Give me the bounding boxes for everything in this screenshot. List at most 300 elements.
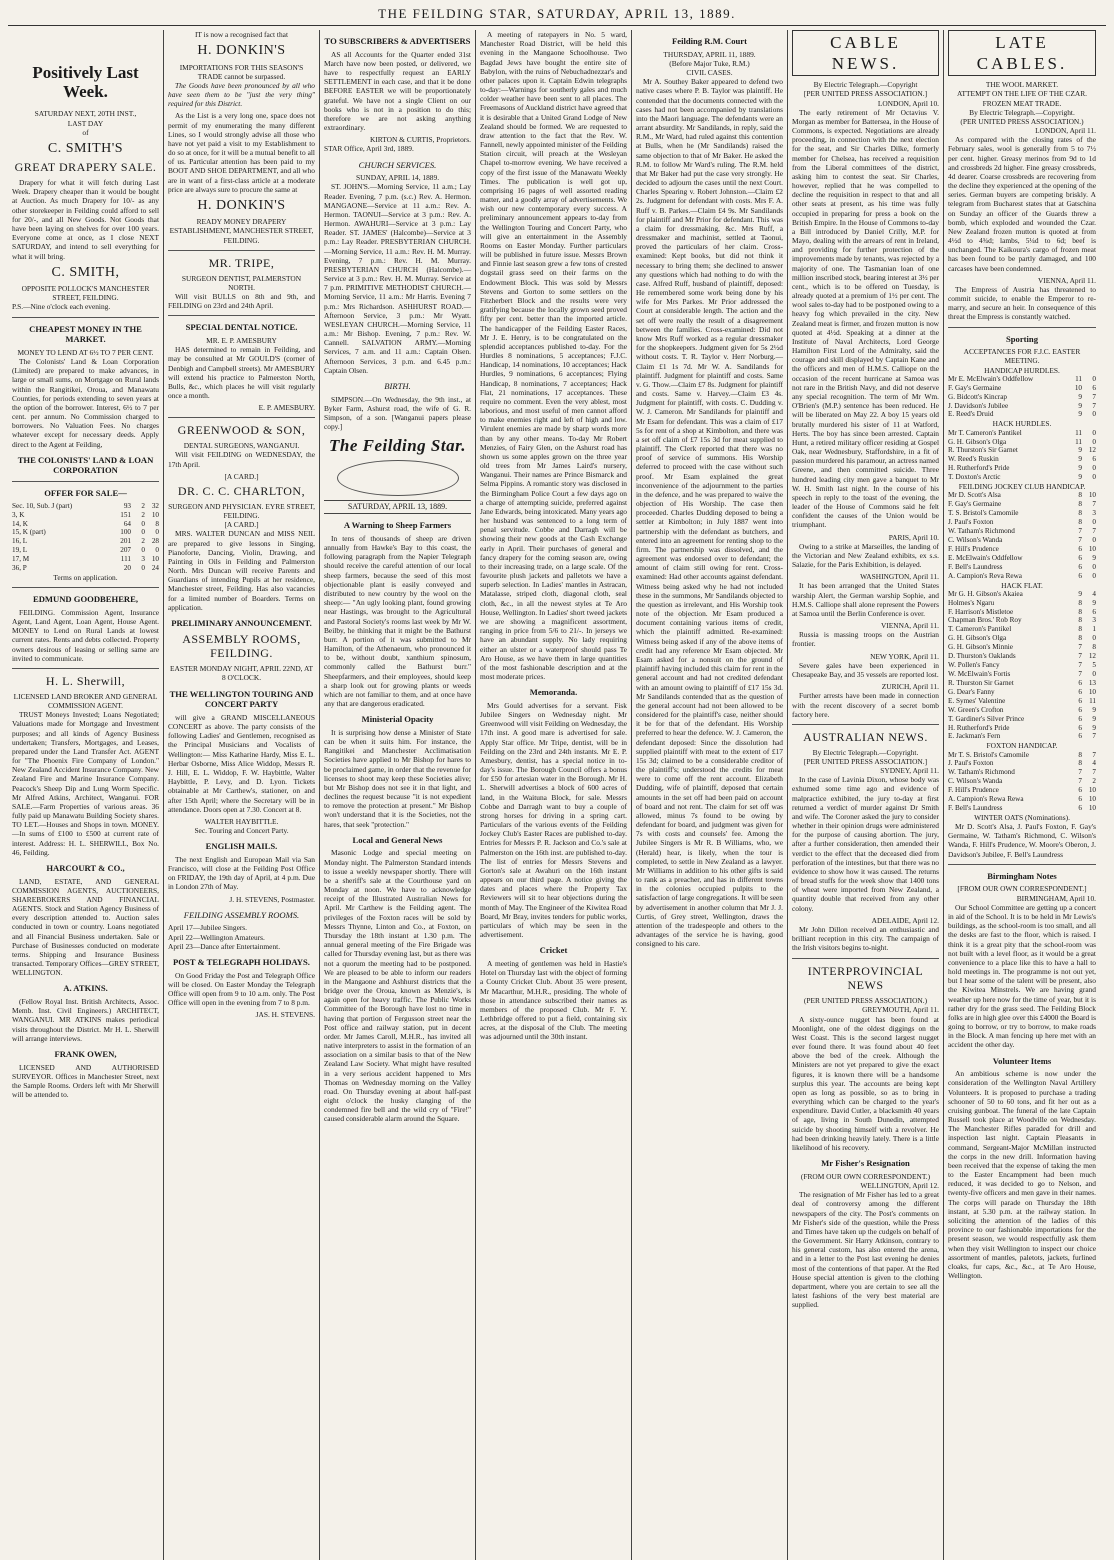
weight-lb: 5 xyxy=(1092,661,1096,670)
divider xyxy=(12,317,159,318)
donkin-title: H. DONKIN'S xyxy=(197,43,286,59)
section-label: 36, P xyxy=(12,564,27,573)
weight-st: 7 xyxy=(1078,643,1082,652)
section-label: Sec. 10, Sub. J (part) xyxy=(12,501,73,510)
weight-lb: 11 xyxy=(1089,696,1096,705)
weight-lb: 10 xyxy=(1088,786,1096,795)
weight-lb: 9 xyxy=(1092,598,1096,607)
section-perches: 28 xyxy=(151,537,159,546)
assembly-title: ASSEMBLY ROOMS, FEILDING. xyxy=(182,631,301,661)
amesbury-name: MR. E. P. AMESBURY xyxy=(206,336,277,346)
horse-name: Mr E. McElwain's Oddfellow xyxy=(948,374,1034,383)
weight-lb: 7 xyxy=(1092,750,1096,759)
horse-name: E. Jackman's Fern xyxy=(948,732,1001,741)
weight-lb: 7 xyxy=(1092,392,1096,401)
horse-name: F. Bell's Laundress xyxy=(948,562,1003,571)
weight-lb: 7 xyxy=(1092,526,1096,535)
column-5 xyxy=(632,30,788,1560)
mails-text: The next English and European Mail via San Francisco, will close at the Feilding Post Office on FRIDAY, the 19th day of April, at 4 p.m. Due in London 27th of May. xyxy=(168,854,315,892)
table-row xyxy=(948,688,1096,697)
warning-text: In tens of thousands of sheep are driven annually from Hawke's Bay to this coast, the following paragraph from the Napier Telegraph should receive the careful attention of our local sheep farmers, because the seed of this most objectionable plant is easily conveyed and distributed to new country by the wool on the sheep:— "An ugly looking plant, found growing near Hastings, was brought to the Agricultural and Pastoral Society's rooms last week by Mr W. Beilby, he thinking that it might be the Bathurst burr. A portion of it was submitted to Mr Hamilton, of the Athenaeum, who pronounced it to be, without doubt, xanthium spinosum, commonly called the Bathurst burr." Sheepfarmers, and their employees, should keep a sharp look out for growing plants or weeds which are not familiar to them, and at once have any that are dangerous eradicated. xyxy=(324,533,471,709)
donkin-quote: The Goods have been pronounced by all who have seen them to be "just the very thing" required for this District. xyxy=(168,80,315,109)
weight-lb: 0 xyxy=(1092,535,1096,544)
money-title: CHEAPEST MONEY IN THE MARKET. xyxy=(29,323,142,345)
section-roods: 0 xyxy=(141,546,145,555)
tripe-name: MR. TRIPE, xyxy=(208,255,275,270)
weight-st: 8 xyxy=(1078,625,1082,634)
horse-name: W. Green's Crofton xyxy=(948,705,1004,714)
hack-hurdles-title: HACK HURDLES. xyxy=(992,419,1052,429)
fisher-text: The resignation of Mr Fisher has led to a great deal of controversy among the different newspapers of the city. The Post's comments on Mr Fisher's side of the question, while the Press and Times have taken up the cudgels on behalf of the Government. Sir Harry Atkinson, contrary to his general custom, has also entered the arena, and in a letter to the Post last evening he denies most of the contentions of that paper. At the Red House special attention is given to the clothing department, where you are certain to see all the latest fashions of the very best material are supplied. xyxy=(792,1190,939,1310)
divider xyxy=(792,724,939,725)
table-row xyxy=(948,661,1096,670)
table-row xyxy=(12,564,159,573)
goodbehere-text: FEILDING. Commission Agent, Insurance Agent, Land Agent, Loan Agent, House Agent. MONEY to Lend on Rural Lands at lowest current rates. Rents and debts collected. Property owners desirous of leasing or selling same are invited to communicate. xyxy=(12,607,159,663)
local-text: Masonic Lodge and special meeting on Monday night. The Palmerston Standard intends to issue a weekly newspaper shortly. There will be a sheriff's sale at the Courthouse yard on Monday at noon. We have to acknowledge receipt of the Illustrated Australian News for April. Mr Carthew is the Feilding agent. The privileges of the Foxton races will be sold by Messrs Thynne, Linton and Co., at Foxton, on Thursday the 18th instant at 1.30 p.m. The annual general meeting of the Fire Brigade was called for Thursday evening last, but as there was not a quorum the meeting had to be postponed. We are pleased to be able to inform our readers in the Mangaone and Ashhurst districts that the bridge over the Oroua, known as Menzie's, is again open for heavy traffic. The Public Works Committee of the Borough have lost no time in having that portion of Fergusson street near the Post office and railway station, put in decent order. Mr James Caroll, M.H.R., has invited all native interpreters to assist in the formation of an association on a similar basis to that of the New Zealand Law Society. What might have resulted in a very serious accident happened to Mrs Thomas on Wednesday morning on the Valley road. On Thursday evening at about half-past eight o'clock the husky clanging of the condemned fire bell and the wild cry of "Fire!" caused considerable alarm around the Square. xyxy=(324,848,471,1124)
weight-st: 7 xyxy=(1078,526,1082,535)
weight-st: 11 xyxy=(1075,374,1082,383)
table-row xyxy=(948,670,1096,679)
rooms-title: FEILDING ASSEMBLY ROOMS. xyxy=(183,909,300,920)
list-item: April 23—Dance after Entertainment. xyxy=(168,941,281,951)
zurich-text: Further arrests have been made in connection with the recent discovery of a secret bomb factory here. xyxy=(792,691,939,719)
table-row xyxy=(948,446,1096,455)
table-row xyxy=(948,625,1096,634)
offer-terms: Terms on application. xyxy=(53,573,118,583)
duncan-text: MRS. WALTER DUNCAN and MISS NEIL are prepared to give lessons in Singing, Pianoforte, Dancing, Violin, Drawing, and Painting in Oils in Feilding and Palmerston North. Mrs Duncan will receive Parents and Guardians of intending Pupils at her residence, Manchester street, Feilding. Has also vacancies for a limited number of Boarders. Terms on application. xyxy=(168,529,315,612)
section-label: 19, L xyxy=(12,546,28,555)
memoranda-title: Memoranda. xyxy=(529,687,578,698)
weight-lb: 2 xyxy=(1092,777,1096,786)
weight-lb: 7 xyxy=(1092,500,1096,509)
divider xyxy=(948,864,1096,865)
weight-lb: 0 xyxy=(1092,374,1096,383)
card-label-2: [A CARD.] xyxy=(224,520,259,530)
column-3 xyxy=(320,30,476,1560)
foxton-handicap-title: FOXTON HANDICAP. xyxy=(986,741,1058,751)
postmaster: J. H. STEVENS, Postmaster. xyxy=(229,894,315,904)
weight-lb: 10 xyxy=(1088,795,1096,804)
horse-name: F. Gay's Germaine xyxy=(948,383,1002,392)
zurich-dateline: ZURICH, April 11. xyxy=(881,682,939,692)
section-label: 14, K xyxy=(12,519,28,528)
weight-lb: 6 xyxy=(1092,455,1096,464)
offer-title: OFFER FOR SALE— xyxy=(44,488,127,499)
weight-lb: 12 xyxy=(1088,652,1096,661)
greenwood-text: Will visit FEILDING on WEDNESDAY, the 17th April. xyxy=(168,450,315,469)
subscribers-title: TO SUBSCRIBERS & ADVERTISERS xyxy=(324,36,471,46)
section-roods: 0 xyxy=(141,564,145,573)
civil-cases: CIVIL CASES. xyxy=(686,68,733,77)
news-text: A meeting of ratepayers in No. 5 ward, Manchester Road District, will be held this evening in the Mangaone Schoolhouse. Two Bagdad Jews have bought the entire site of Babylon, with the ruins of Nebuchadnezzar's and other palaces upon it. Captain Edwin telegraphs to-day:—Warnings for southerly gales and much colder weather have been sent to all places. The Freemasons of Auckland district have agreed that it is desirable that a United Grand Lodge of New Zealand should be formed. We are requested to draw attention to the fact that the Rev. W. Fannell, newly appointed minister of the Feilding Station circuit, will preach at the Wesleyan Chapel to-morrow evening. We have received a copy of the first issue of the Manawatu Weekly Times. The publication is well got up, comprising 16 pages of well assorted reading matter, and a goodly array of advertisements. We wish our new contemporary every success. A preliminary announcement appears to-day from the Wellington Touring and Concert Party, who will give an entertainment in the Assembly Rooms on Easter Monday. Further particulars will be published in future issue. Messrs Brown and Finnie last season grew a few tons of crested dogstail grass seed on their farms on the Endowment Block. This was sold by Messrs Stevens and Gorton to some settlers on the Fitzherbert Block and the results were very gratifying because the locally grown seed proved fifty per cent. better than the imported article. The handicapper of the Feilding Easter Races, Mr J. E. Henry, is to be congratulated on the splendid acceptances published to-day. For the Hurdles 8 nominations, 5 acceptances; F.J.C. Handicap, 14 nominations, 10 acceptances; Hack Hurdles, 9 nominations, 6 acceptances; Flying Handicap, 8 nominations, 7 acceptances; Hack Flat, 21 nominations, 17 acceptances. These require no comment. Even the very ablest, most laborious, and most useful of men cannot afford to make enemies right and left of high and low. Virulent enemies are made by sharp words more than by any other means. To-day Mr Robert Menzies, of Fairy Glen, on the Ashurst road has shown us some apples grown on the three year old trees from Mr James Laird's nursery, Wanganui. Their names are Prince Bismarck and Selma Pippins. A romantic story was disclosed in the Birmingham Police Court a few days ago on a charge of attempting suicide, preferred against Jane Edwards, being intoxicated. Many years ago her husband was sentenced to a long term of penal servitude. Cobbe and Darragh will be showing their new goods at the Cash Exchange early in April. Their purchases of general and fancy drapery for the coming season are, owing to their increasing trade, on a large scale. Of the favourite plush jackets and palletots we have a superb selection. In Ladies' mantles in Astracan, Matalasse, striped cloth, diagonal cloth, seal cloth, &c., in all the newest styles at Te Aro House, Wellington. In Ladies' short tweed jackets we are showing a magnificent assortment, ranging in price from 5/6 to 21/-. In jerseys we have an abundant supply. No lady requiring either an ulster or a waterproof should pass Te Aro House, as we have them in large quantities of the most fashionable description and at the most moderate prices. xyxy=(480,30,627,682)
weight-lb: 12 xyxy=(1088,446,1096,455)
horse-name: J. Paul's Foxton xyxy=(948,759,994,768)
table-row xyxy=(948,393,1096,402)
horse-name: T. S. Bristol's Camomile xyxy=(948,509,1019,518)
weight-lb: 0 xyxy=(1092,410,1096,419)
table-row xyxy=(948,777,1096,786)
weight-st: 9 xyxy=(1078,410,1082,419)
horse-name: F. Harrison's Mistletoe xyxy=(948,607,1014,616)
table-row xyxy=(948,572,1096,581)
court-before: (Before Major Tuke, R.M.) xyxy=(669,58,750,68)
table-row xyxy=(948,634,1096,643)
section-label: 15, K (part) xyxy=(12,528,46,537)
horse-name: H. Rutherford's Pride xyxy=(948,723,1010,732)
section-acres: 93 xyxy=(123,501,131,510)
horse-name: F. Hill's Prudence xyxy=(948,544,999,553)
sections-table xyxy=(12,502,159,573)
table-row xyxy=(948,554,1096,563)
weight-st: 11 xyxy=(1075,437,1082,446)
table-row xyxy=(948,473,1096,482)
weight-lb: 3 xyxy=(1092,509,1096,518)
paris-dateline: PARIS, April 10. xyxy=(888,532,939,542)
horse-name: J. Paul's Foxton xyxy=(948,518,994,527)
late-dateline: LONDON, April 11. xyxy=(1035,126,1096,136)
weight-lb: 0 xyxy=(1092,464,1096,473)
horse-name: G. Bidcott's Kincrap xyxy=(948,392,1007,401)
weight-lb: 6 xyxy=(1092,607,1096,616)
section-perches: 0 xyxy=(155,546,159,555)
amesbury-signature: E. P. AMESBURY. xyxy=(258,403,315,413)
weight-lb: 7 xyxy=(1092,768,1096,777)
section-perches: 10 xyxy=(151,555,159,564)
fjc-handicap-table xyxy=(948,491,1096,580)
section-roods: 2 xyxy=(141,501,145,510)
frozen-meat: FROZEN MEAT TRADE. xyxy=(982,98,1062,108)
table-row xyxy=(948,429,1096,438)
table-row xyxy=(948,545,1096,554)
section-acres: 207 xyxy=(120,546,131,555)
table-row xyxy=(948,599,1096,608)
fisher-dateline: WELLINGTON, April 12. xyxy=(860,1181,939,1190)
horse-name: Mr T. S. Bristol's Camomile xyxy=(948,750,1029,759)
owen-text: LICENSED AND AUTHORISED SURVEYOR. Offices in Manchester Street, next the Sample Rooms. Orders left with Mr Sherwill will be attended to. xyxy=(12,1062,159,1100)
paper-title: The Feilding Star. xyxy=(329,436,466,456)
late-text: As compared with the closing rates of the February sales, wool is generally from 5 to 7½ per cent. higher. Greasy merinos from 9d to 1d and crossbreds 2d higher. Fine greasy crossbreds, 4d dearer. Coarse crossbreds are recovering from the decline they experienced at the opening of the series. German buyers are competing briskly. A telegram from Bucharest states that at Gatschina on Sunday an officer of the Guards threw a bomb, which exploded and wounded the Czar. New Zealand frozen mutton is quoted at from 4½d to 4¾d; lambs, 5¼d to 6d; beef is unchanged. The Kaikoura's cargo of frozen meat has been found to be partly damaged, and 100 carcases have been condemned. xyxy=(948,135,1096,273)
weight-st: 6 xyxy=(1078,804,1082,813)
horse-name: W. Tatham's Richmond xyxy=(948,768,1015,777)
table-row xyxy=(12,511,159,520)
horse-name: W. Tatham's Richmond xyxy=(948,526,1015,535)
aus-by: By Electric Telegraph.—Copyright. xyxy=(812,747,919,757)
table-row xyxy=(948,536,1096,545)
horse-name: F. Bell's Laundress xyxy=(948,804,1003,813)
tripe-text: Will visit BULLS on 8th and 9th, and FEILDING on 23rd and 24th April. xyxy=(168,292,315,311)
sherwill-text: TRUST Moneys Invested; Loans Negotiated; Valuations made for Mortgage and Investment purposes; and all kinds of Agency Business undertaken; Transfers, Mortgages, and Leases, prepared under the Land Transfer Act. AGENT for "The Phoenix Fire Company of London." New Zealand Accident Insurance Company. New Zealand Fire and Marine Insurance Company. Peacock's Sheep Dip and Lung Worm Specific. Mr Alfred Atkins, Architect, Wanganui. FOR SALE.—Farm Properties of various areas. 36 fully paid up Manawatu Building Society shares. TO LET.—Houses and Shops in town. MONEY.—In sums of £100 to £500 at current rate of interest. Address: H. L. SHERWILL, Box No. 46, Feilding. xyxy=(12,710,159,857)
czar-attempt: ATTEMPT ON THE LIFE OF THE CZAR. xyxy=(957,89,1087,99)
weight-st: 6 xyxy=(1078,786,1082,795)
hack-flat-title: HACK FLAT. xyxy=(1001,580,1043,590)
horse-name: E. McElwain's Oddfellow xyxy=(948,553,1023,562)
horse-name: T. Cameron's Pantikel xyxy=(948,625,1012,634)
horse-name: E. Symes' Valentine xyxy=(948,696,1006,705)
sporting-title: Sporting xyxy=(1006,333,1038,344)
donkin-text: As the List is a very long one, space does not permit of my enumerating the many different Lines, so I would strongly advise all those who have not yet paid a visit to my Establishment to do so at once, for it will be a mutual benefit to all of us. Particular attention has been paid to my BOOT AND SHOE DEPARTMENT, and all who are in want of a first-class article at a moderate price are always sure to procure the same at xyxy=(168,111,315,194)
table-row xyxy=(12,546,159,555)
table-row xyxy=(948,518,1096,527)
card-label: [A CARD.] xyxy=(224,471,259,481)
table-row xyxy=(948,643,1096,652)
cable-dateline: LONDON, April 10. xyxy=(877,98,939,108)
weight-st: 9 xyxy=(1078,455,1082,464)
weight-lb: 9 xyxy=(1092,723,1096,732)
weight-st: 6 xyxy=(1078,553,1082,562)
table-row xyxy=(948,410,1096,419)
volunteer-text: An ambitious scheme is now under the consideration of the Wellington Naval Artillery Volunteers. It is proposed to purchase a trading schooner of 50 to 60 tons, and fit her out as a cruising gunboat. The funeral of the late Captain Russell took place at Woodville on Wednesday. The Manchester Rifles paraded for drill and inspection last night. Captain Pleasants in command, Sergeant-Major McMillan instructed the corps in the new drill. Information having been received that the expense of taking the men to the Easter Encampment had been much reduced, it was decided to go to Nelson, and twenty-five officers and men gave in their names. The corps will parade on Thursday the 18th instant, at 5.30 p.m. at the railway station. In soliciting the attention of the ladies of this province to our fashionable importations for the present season, we would respectfully ask them when they visit Wellington to inspect our choice assortment of mantles, paletots, jackets, furlined cloaks, fur caps, &c., &c., at Te Aro House, Wellington. xyxy=(948,1069,1096,1281)
weight-st: 6 xyxy=(1078,571,1082,580)
horse-name: G. H. Gibson's Minnie xyxy=(948,643,1013,652)
table-row xyxy=(948,751,1096,760)
mails-title: ENGLISH MAILS. xyxy=(205,841,278,852)
late-by: By Electric Telegraph.—Copyright. xyxy=(969,107,1075,117)
weight-st: 7 xyxy=(1078,661,1082,670)
atkins-name: A. ATKINS. xyxy=(63,983,108,994)
holidays-signature: JAS. H. STEVENS. xyxy=(255,1010,315,1020)
section-perches: 10 xyxy=(151,510,159,519)
weight-st: 8 xyxy=(1078,500,1082,509)
table-row xyxy=(948,697,1096,706)
section-acres: 201 xyxy=(120,537,131,546)
horse-name: F. Hill's Prudence xyxy=(948,786,999,795)
donkin-intro: IT is now a recognised fact that xyxy=(194,30,289,39)
horse-name: Chapman Bros.' Rob Roy xyxy=(948,616,1022,625)
adelaide-text: Mr John Dillon received an enthusiastic and brilliant reception in this city. The campaign of the Irish visitors begins to-night. xyxy=(792,924,939,953)
court-text: Mr A. Southey Baker appeared to defend two native cases where P. B. Taylor was plaintiff. He contended that the documents connected with the cases had not been accompanied by translations into the Maori language. The defendants were an arrant absurdity. Mr Sandilands, in reply, said the R.M., Mr Ward, had ruled against this contention at Bulls, when he (Mr Sandilands) raised the same objection to that of Mr Baker. He asked the R.M. to follow Mr Ward's ruling. The R.M. held that Mr Baker had put the case very strongly. He decided to adjourn the cases until the next Court. Charles Spearing v. Robert Johnston.—Claim £2 2s. Judgment for defendant with costs. Mrs F. A. Ruff v. B. Parkes.—Claim £4 9s. Mr Sandilands for plaintiff and Mr Prior for defendant. This was a claim for dressmaking, &c. Mrs Ruff, a dressmaker and machinist, settled at Taonui, proved the particulars of her claim. Cross-examined: Kept books, but did not think it necessary to bring them; she declined to answer any questions which had nothing to do with the case. Alfred Ruff, husband of plaintiff, deposed: He remembered some work being done by his wife for Mrs Parkes. Mr Prior addressed the Court at considerable length. The action and the set off were really the result of a disagreement between the families. Cross-examined: Did not know Mrs Ruff worked as a regular dressmaker for the shopkeepers. Judgment given for 5s 2½d without costs. T. R. Taylor v. Herr Norburg.—Claim £1 1s 7d. Mr W. A. Sandilands for plaintiff. Judgment for plaintiff and costs. Same v. G. Thow.—Claim £7 8s. Judgment for plaintiff and costs. Same v. Harvey.—Claim £3 4s. Judgment for plaintiff, with costs. C. Dudding v. W. J. Cameron. Mr Sandilands for plaintiff and Mr Esam for defendant. This was a claim of £17 5s for rent of a shop at Kimbolton, and there was a set off claim of £7 15s 3d for meat supplied to plaintiff. The Clerk reported that there was no proof of service of summons. His Worship deferred to proceed with the case without such proof. Mr Esam explained the great inconvenience of the adjournment to the parties in the defence, and he was prepared to waive the objection of His Worship. The case then proceeded. Charles Dudding deposed to being a settler at Kimbolton; in July 1887 went into partnership with the defendant as butchers, and entered into an agreement for renting shop to the firm. The partnership was dissolved, and the agreement was endorsed over to defendant; the amount of claim still owing for rent. Cross-examined: Had other accounts against defendant. Witness being asked why he had not included these in the summons, Mr Sandilands objected to the question as irrelevant, and His Worship took note of the objection. Mr Esam produced a document containing various items of credit, which the plaintiff admitted. Re-examined: Witness being asked if any of the above items of credit had any reference Mr Esam objected. Mr Esam asked for a nonsuit on the ground of plaintiff having included this claim for rent in the general account and had not credited defendant with an amount owing to plaintiff of £17 15s 3d. Mr Sandilands contended that as the question of the general account had not been allowed to be considered for the plaintiff's case, neither should it be for that of the defendant. His Worship preferred to hear the defence. W. J. Cameron, the defendant deposed: Since the dissolution had supplied plaintiff with meat to the extent of £17 15s 3d; claimed to be a considerable creditor of the plaintiff's; understood the credits for meat were to come off the rent account. Elizabeth Dudding, wife of plaintiff, deposed that certain amounts in the set off had been paid on account of board and not rent. The claim for set off was allowed, minus 7s found to be owing by defendant for board, and judgment was given for 7s with costs and counsels' fee. Among the Jubilee Singers is Mr R. B Williams, who, we (Herald) hear, is likely, when the tour is completed, to settle in New Zealand as a lawyer. Mr Williams in addition to his other gifts is said to rank as a preacher, and has in different towns in the colonies occupied pulpits to the satisfaction of large congregations. It will be seen by advertisement in another column that Mr J. J. Curtis, of Grey street, Wellington, draws the attention of the tradespeople and others to the advantages of the service he is having, good consigned to his care. xyxy=(636,77,783,949)
horse-name: Holmes's Ngaru xyxy=(948,598,995,607)
table-row xyxy=(948,768,1096,777)
section-label: 3, K xyxy=(12,510,25,519)
charlton-name: DR. C. C. CHARLTON, xyxy=(177,483,306,498)
weight-st: 7 xyxy=(1078,535,1082,544)
table-row xyxy=(12,528,159,537)
table-row xyxy=(948,500,1096,509)
aus-per: [PER UNITED PRESS ASSOCIATION.] xyxy=(803,756,928,766)
birmingham-corr: [FROM OUR OWN CORRESPONDENT.] xyxy=(957,884,1087,894)
horse-name: G. Dear's Fanny xyxy=(948,687,995,696)
masthead: THE FEILDING STAR, SATURDAY, APRIL 13, 1889. xyxy=(8,6,1106,26)
weight-st: 8 xyxy=(1078,607,1082,616)
weight-st: 11 xyxy=(1075,428,1082,437)
horse-name: T. Gardiner's Silver Prince xyxy=(948,714,1025,723)
weight-lb: 4 xyxy=(1092,589,1096,598)
sherwill-name: H. L. Sherwill, xyxy=(45,673,126,688)
sale-line-2: LAST DAY xyxy=(67,118,104,128)
weight-st: 9 xyxy=(1078,473,1082,482)
section-roods: 3 xyxy=(141,555,145,564)
weight-lb: 10 xyxy=(1088,687,1096,696)
section-roods: 0 xyxy=(141,528,145,537)
adelaide-dateline: ADELAIDE, April 12. xyxy=(871,915,939,925)
dental-notice: SPECIAL DENTAL NOTICE. xyxy=(185,322,298,333)
cable-per: [PER UNITED PRESS ASSOCIATION.] xyxy=(803,89,928,99)
weight-st: 6 xyxy=(1078,723,1082,732)
section-acres: 100 xyxy=(120,528,131,537)
section-acres: 151 xyxy=(120,510,131,519)
weight-lb: 0 xyxy=(1092,428,1096,437)
horse-name: J. Davidson's Jubilee xyxy=(948,401,1009,410)
paper-date: SATURDAY, APRIL 13, 1889. xyxy=(324,500,471,514)
table-row xyxy=(948,438,1096,447)
ny-text: Severe gales have been experienced in Chesapeake Bay, and 35 vessels are reported lost. xyxy=(792,660,939,679)
weight-lb: 10 xyxy=(1088,491,1096,500)
kirton-curtis: KIRTON & CURTIS, Proprietors. xyxy=(369,135,471,145)
weight-st: 8 xyxy=(1078,491,1082,500)
divider xyxy=(168,315,315,316)
weight-lb: 1 xyxy=(1092,625,1096,634)
section-perches: 24 xyxy=(151,564,159,573)
weight-st: 8 xyxy=(1078,598,1082,607)
volunteer-title: Volunteer Items xyxy=(992,1055,1052,1066)
weight-lb: 9 xyxy=(1092,714,1096,723)
haybittle-sub: Sec. Touring and Concert Party. xyxy=(194,826,289,836)
weight-st: 6 xyxy=(1078,687,1082,696)
weight-lb: 7 xyxy=(1092,732,1096,741)
list-item: April 17—Jubilee Singers. xyxy=(168,923,248,933)
horse-name: D. Thurston's Oaklands xyxy=(948,652,1016,661)
table-row xyxy=(948,563,1096,572)
horse-name: T. Doxton's Arctic xyxy=(948,473,1001,482)
smith-ad-title: Positively Last Week. xyxy=(32,63,139,101)
table-row xyxy=(948,759,1096,768)
section-roods: 2 xyxy=(141,537,145,546)
cricket-title: Cricket xyxy=(539,945,568,956)
inter-per: (PER UNITED PRESS ASSOCIATION.) xyxy=(803,996,928,1006)
weight-st: 6 xyxy=(1078,544,1082,553)
table-row xyxy=(12,537,159,546)
column-7 xyxy=(944,30,1100,1560)
vienna-dateline: VIENNA, April 11. xyxy=(880,621,939,631)
winter-oats-title: WINTER OATS (Nominations). xyxy=(974,812,1070,822)
horse-name: A. Campion's Reva Rewa xyxy=(948,571,1022,580)
holidays-text: On Good Friday the Post and Telegraph Office will be closed. On Easter Monday the Telegraph Office will open from 9 to 10 a.m. only. The Post Office will open in the evening from 7 to 8 p.m. xyxy=(168,970,315,1008)
greymouth-dateline: GREYMOUTH, April 11. xyxy=(862,1005,939,1015)
horse-name: C. Wilson's Wanda xyxy=(948,535,1003,544)
weight-st: 6 xyxy=(1078,732,1082,741)
memoranda-text: Mrs Gould advertises for a servant. Fisk Jubilee Singers on Wednesday night. Mr Greenwood will visit Feilding on Wednesday, the 17th inst. A good mare is advertised for sale. Apply Star office. Mr Tripe, dentist, will be in Feilding on the 23rd and 24th instants. Mr E. P. Amesbury, dentist, has a special notice in to-day's issue. The Borough Council offers a bonus for £50 for artesian water in the Borough. Mr H. L. Sherwill advertises a block of 600 acres of land, in the Waituna Block, for sale. Messrs Cobbe and Darragh want to buy a couple of strong horses for driving in a spring cart. Particulars of the various events of the Feilding Jockey Club's Easter Races are published to-day. Entries for Messrs P. R. Jackson and Co.'s sale at Palmerston on the 16th inst. are published to-day. The list of entries for Messrs Stevens and Gorton's sale at Awahuri on the 16th instant appears on our third page. A notice giving the dates and places where the Property Tax Reviewers will sit to hear objections during the month of May. The Engineer of the Kiwitea Road Board, Mr Bray, invites tenders for public works, particulars of which may be seen in the advertisement. xyxy=(480,700,627,940)
atkins-text: (Fellow Royal Inst. British Architects, Assoc. Memb. Inst. Civil Engineers.) ARCHITECT, WANGANUI. MR ATKINS makes periodical visits throughout the District. Mr H. L. Sherwill will arrange interviews. xyxy=(12,997,159,1043)
vienna-late-dateline: VIENNA, April 11. xyxy=(1037,275,1096,285)
donkin-title-2: H. DONKIN'S xyxy=(197,197,286,213)
weight-st: 7 xyxy=(1078,768,1082,777)
table-row xyxy=(948,732,1096,741)
weight-lb: 13 xyxy=(1088,678,1096,687)
inter-text: A sixty-ounce nugget has been found at Moonlight, one of the oldest diggings on the West Coast. This is the second largest nugget ever found there. It was found about 40 feet above the bed of the creek. Although the Ministers are not yet prepared to give the exact figures, it is known there will be a handsome surplus this year. The accounts are being kept open as long as possible, so as to bring in everything which can be charged to the year's expenditure. David Cutler, a blacksmith 40 years of age, living in South Dunedin, attempted suicide by shooting himself with a revolver. He had been drinking heavily lately. There is a little likelihood of his recovery. xyxy=(792,1014,939,1152)
birmingham-dateline: BIRMINGHAM, April 10. xyxy=(1016,893,1096,903)
sale-line-5: GREAT DRAPERY SALE. xyxy=(14,160,157,175)
weight-st: 8 xyxy=(1078,759,1082,768)
section-roods: 0 xyxy=(141,519,145,528)
fisher-corr: (FROM OUR OWN CORRESPONDENT.) xyxy=(800,1171,931,1181)
corp-name: THE COLONISTS' LAND & LOAN CORPORATION xyxy=(17,454,154,476)
hack-hurdles-table xyxy=(948,429,1096,483)
weight-lb: 0 xyxy=(1092,634,1096,643)
opacity-title: Ministerial Opacity xyxy=(361,714,434,725)
table-row xyxy=(948,464,1096,473)
washington-dateline: WASHINGTON, April 11. xyxy=(860,572,939,582)
table-row xyxy=(948,509,1096,518)
weight-lb: 0 xyxy=(1092,473,1096,482)
haybittle-name: WALTER HAYBITTLE. xyxy=(204,816,279,826)
horse-name: Mr T. Cameron's Pantikel xyxy=(948,428,1022,437)
horse-name: F. Gay's Germaine xyxy=(948,500,1002,509)
table-row xyxy=(948,795,1096,804)
weight-st: 9 xyxy=(1078,446,1082,455)
table-row xyxy=(948,527,1096,536)
table-row xyxy=(12,520,159,529)
weight-lb: 0 xyxy=(1092,437,1096,446)
horse-name: G. H. Gibson's Olga xyxy=(948,437,1007,446)
weight-st: 9 xyxy=(1078,589,1082,598)
weight-lb: 0 xyxy=(1092,669,1096,678)
list-item: April 22—Wellington Amateurs. xyxy=(168,932,265,942)
weight-lb: 10 xyxy=(1088,544,1096,553)
sale-line-1: SATURDAY NEXT, 20TH INST., xyxy=(34,109,137,119)
charlton-sub: SURGEON AND PHYSICIAN. EYRE STREET, FEILDING. xyxy=(168,501,315,521)
washington-text: It has been arranged that the United States warship Alert, the German warship Sophie, and H.M.S. Calliope shall alone represent the Powers at Samoa until the Berlin Conference is over. xyxy=(792,581,939,618)
horse-name: A. Campion's Rewa Rewa xyxy=(948,795,1024,804)
prelim-title: PRELIMINARY ANNOUNCEMENT. xyxy=(171,617,312,628)
goodbehere-name: EDMUND GOODBEHERE, xyxy=(32,594,139,605)
opacity-text: It is surprising how dense a Minister of State can be when it suits him. For instance, the Rangitikei and Manchester Acclimatisation Societies have applied to Mr Bishop for hares to be proclaimed game, in order that the revenue for licenses to shoot may keep these Societies alive; but Mr Bishop does not see it in that light, and declines the request because "it is not expedient to remove the protection at present." Mr Bishop won't understand that it is the Societies, not the hares, that seek "protection." xyxy=(324,727,471,829)
late-cables-title: LATE CABLES. xyxy=(948,30,1096,76)
divider xyxy=(948,327,1096,328)
seal-emblem-icon xyxy=(337,460,459,496)
horse-name: Mr D. Scott's Alsa xyxy=(948,491,1001,500)
table-row xyxy=(948,375,1096,384)
late-per: (PER UNITED PRESS ASSOCIATION.) xyxy=(960,116,1084,126)
table-row xyxy=(948,706,1096,715)
donkin-sub: IMPORTATIONS FOR THIS SEASON'S TRADE cannot be surpassed. xyxy=(179,62,304,81)
weight-lb: 0 xyxy=(1092,562,1096,571)
sale-text: Drapery for what it will fetch during Last Week. Drapery cheaper than it would be bought at Auction. As much Drapery for 10/- as any other storekeeper in Feilding could afford to sell for 20/-, and all New Goods. Not Goods that have been laying on shelves for over 100 years. Everyone come at once, as I close NEXT SATURDAY, and intend to sell everything for what it will bring. xyxy=(12,178,159,261)
horse-name: E. Reed's Druid xyxy=(948,410,994,419)
weight-st: 8 xyxy=(1078,518,1082,527)
warning-title: A Warning to Sheep Farmers xyxy=(343,520,452,531)
column-6 xyxy=(788,30,944,1560)
table-row xyxy=(948,491,1096,500)
section-acres: 20 xyxy=(123,564,131,573)
weight-st: 7 xyxy=(1078,652,1082,661)
sherwill-sub: LICENSED LAND BROKER AND GENERAL COMMISSION AGENT. xyxy=(13,691,158,710)
cable-by: By Electric Telegraph.—Copyright xyxy=(813,80,918,90)
table-row xyxy=(948,616,1096,625)
table-row xyxy=(948,608,1096,617)
smith-ps: P.S.—Nine o'clock each evening. xyxy=(12,302,111,312)
weight-st: 6 xyxy=(1078,562,1082,571)
court-title: Feilding R.M. Court xyxy=(672,36,747,46)
church-date: SUNDAY, APRIL 14, 1889. xyxy=(355,173,440,183)
horse-name: W. Reed's Ruskin xyxy=(948,455,999,464)
foxton-handicap-table xyxy=(948,751,1096,813)
table-row xyxy=(948,384,1096,393)
section-label: 17, M xyxy=(12,555,30,564)
donkin-footer: READY MONEY DRAPERY ESTABLISHMENT, MANCHESTER STREET, FEILDING. xyxy=(169,217,314,245)
owen-name: FRANK OWEN, xyxy=(54,1048,117,1059)
wellington-text: will give a GRAND MISCELLANEOUS CONCERT as above. The party consists of the following Ladies' and Gentlemen, recognised as the Principal Musicians and Vocalists of Wellington:— Miss Katharine Hardy, Miss E. L. Herbar Osborne, Miss Alice Widdop, Messrs R. J. Hill, E. L. Widdop, F. W. Haybittle, Walter Haybittle, P. Levy, and D. Lyon. Tickets obtainable at Mr Carthew's, stationer, on and after 15th April; where the Secretary will be in attendance. Doors open at 7.30. Concert at 8. xyxy=(168,712,315,814)
weight-lb: 8 xyxy=(1092,643,1096,652)
birmingham-title: Birmingham Notes xyxy=(987,870,1057,881)
table-row xyxy=(948,402,1096,411)
acceptances-title: ACCEPTANCES FOR F.J.C. EASTER MEETING. xyxy=(963,347,1081,366)
weight-st: 6 xyxy=(1078,795,1082,804)
weight-st: 8 xyxy=(1078,616,1082,625)
table-row xyxy=(948,715,1096,724)
weight-lb: 9 xyxy=(1092,553,1096,562)
weight-st: 8 xyxy=(1078,509,1082,518)
hack-flat-table xyxy=(948,590,1096,742)
